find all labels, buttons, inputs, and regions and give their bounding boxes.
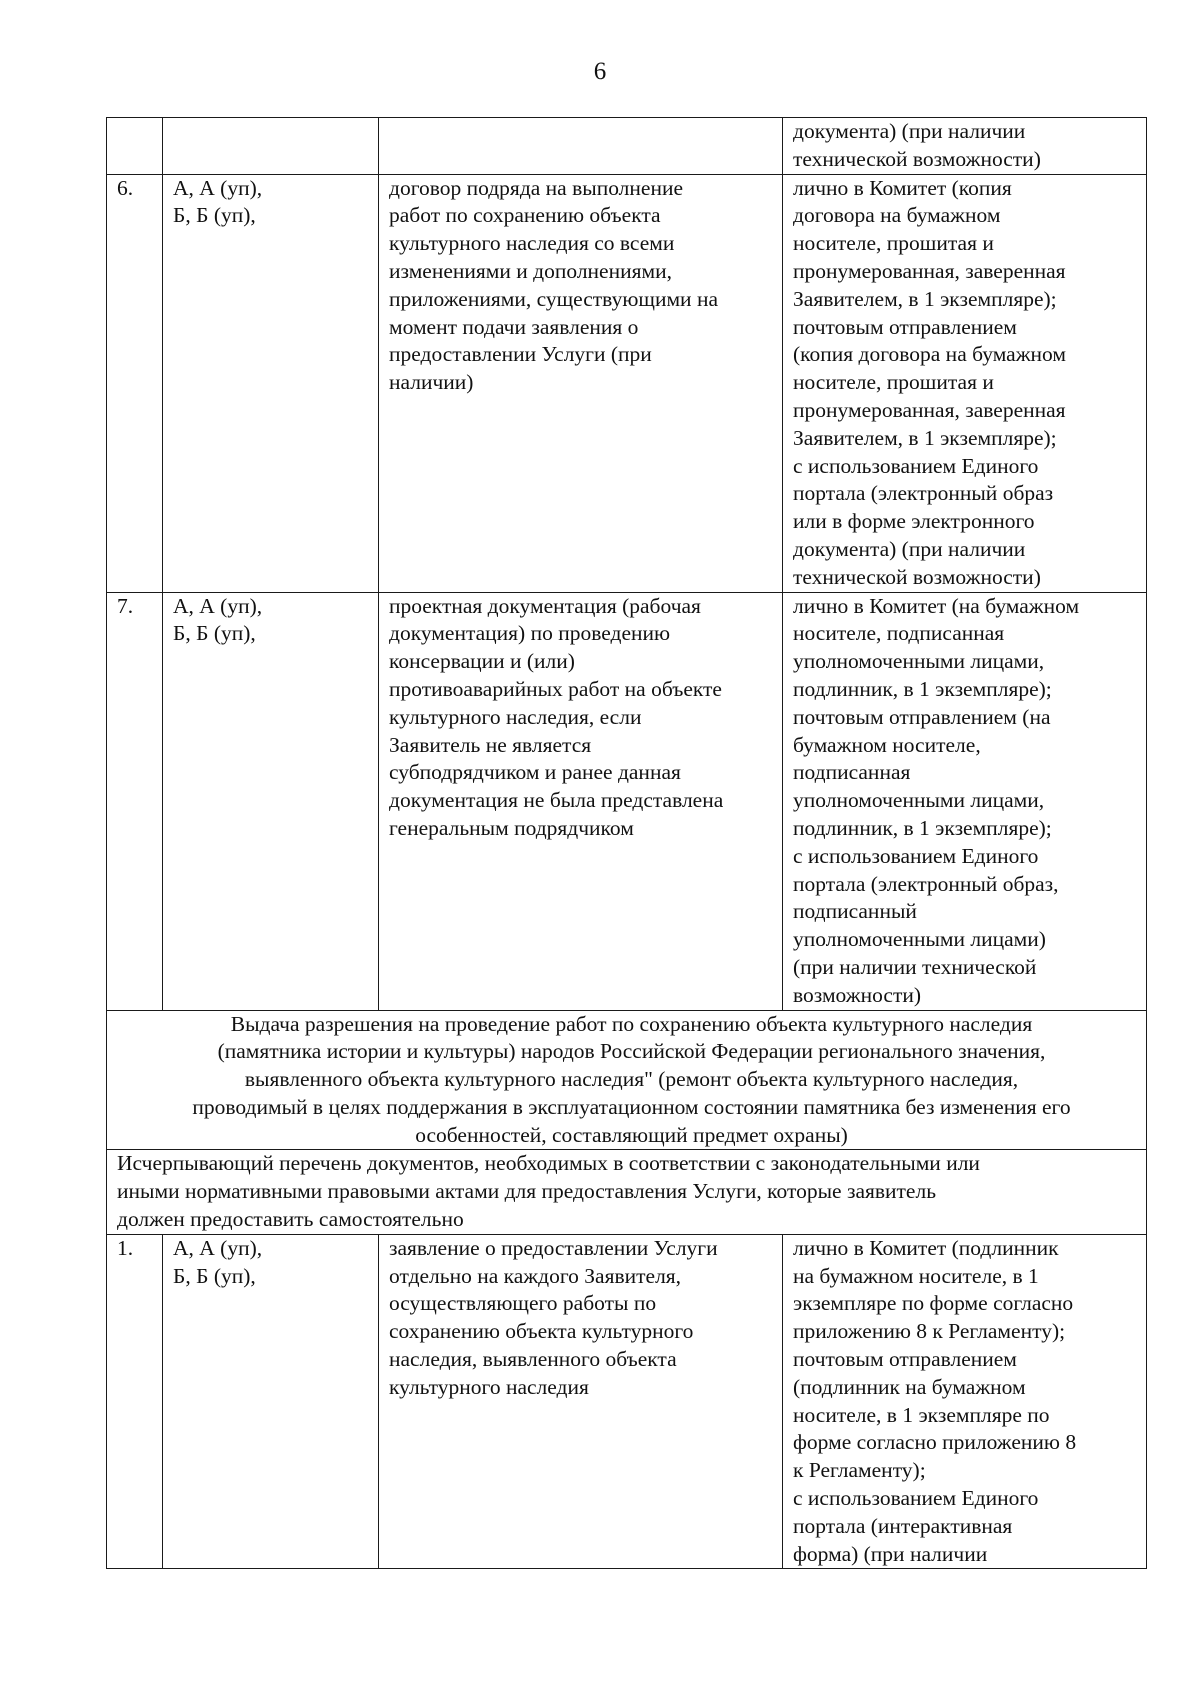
applicants-cell: А, А (уп), Б, Б (уп), bbox=[163, 174, 379, 592]
table-row-6 bbox=[107, 174, 1147, 592]
row-number-cell bbox=[107, 118, 163, 175]
applicants-cell bbox=[163, 118, 379, 175]
section-title-row bbox=[107, 1010, 1147, 1150]
document-cell: проектная документация (рабочая документация) по проведению консервации и (или) противоаварийных работ на объекте культурного наследия, если Заявитель не является субподрядчиком и ранее данная документация не была представлена генеральным подрядчиком bbox=[379, 592, 783, 1010]
documents-table bbox=[106, 117, 1147, 1569]
document-cell bbox=[379, 118, 783, 175]
applicants-cell: А, А (уп), Б, Б (уп), bbox=[163, 592, 379, 1010]
row-number-cell: 6. bbox=[107, 174, 163, 592]
row-number-cell: 7. bbox=[107, 592, 163, 1010]
document-cell: договор подряда на выполнение работ по сохранению объекта культурного наследия со всеми изменениями и дополнениями, приложениями, существующими на момент подачи заявления о предоставлении Услуги (при наличии) bbox=[379, 174, 783, 592]
section-title: Выдача разрешения на проведение работ по сохранению объекта культурного наследия (памятника истории и культуры) народов Российской Федерации регионального значения, выявленного объекта культурного наследия" (ремонт объекта культурного наследия, проводимый в целях поддержания в эксплуатационном состоянии памятника без изменения его особенностей, составляющий предмет охраны) bbox=[107, 1010, 1147, 1150]
table-row-continuation bbox=[107, 118, 1147, 175]
applicants-cell: А, А (уп), Б, Б (уп), bbox=[163, 1234, 379, 1569]
submission-method-cell: лично в Комитет (подлинник на бумажном носителе, в 1 экземпляре по форме согласно приложению 8 к Регламенту); почтовым отправлением (подлинник на бумажном носителе, в 1 экземпляре по форме согласно приложению 8 к Регламенту); с использованием Единого портала (интерактивная форма) (при наличии bbox=[783, 1234, 1147, 1569]
table-row-1 bbox=[107, 1234, 1147, 1569]
page-number: 6 bbox=[593, 58, 607, 85]
submission-method-cell: лично в Комитет (копия договора на бумажном носителе, прошитая и пронумерованная, заверенная Заявителем, в 1 экземпляре); почтовым отправлением (копия договора на бумажном носителе, прошитая и пронумерованная, заверенная Заявителем, в 1 экземпляре); с использованием Единого портала (электронный образ или в форме электронного документа) (при наличии технической возможности) bbox=[783, 174, 1147, 592]
document-cell: заявление о предоставлении Услуги отдельно на каждого Заявителя, осуществляющего работы по сохранению объекта культурного наследия, выявленного объекта культурного наследия bbox=[379, 1234, 783, 1569]
table-row-7 bbox=[107, 592, 1147, 1010]
section-subtitle: Исчерпывающий перечень документов, необходимых в соответствии с законодательными или иными нормативными правовыми актами для предоставления Услуги, которые заявитель должен предоставить самостоятельно bbox=[107, 1150, 1147, 1234]
row-number-cell: 1. bbox=[107, 1234, 163, 1569]
submission-method-cell: лично в Комитет (на бумажном носителе, подписанная уполномоченными лицами, подлинник, в 1 экземпляре); почтовым отправлением (на бумажном носителе, подписанная уполномоченными лицами, подлинник, в 1 экземпляре); с использованием Единого портала (электронный образ, подписанный уполномоченными лицами) (при наличии технической возможности) bbox=[783, 592, 1147, 1010]
section-subtitle-row bbox=[107, 1150, 1147, 1234]
submission-method-cell: документа) (при наличии технической возможности) bbox=[783, 118, 1147, 175]
